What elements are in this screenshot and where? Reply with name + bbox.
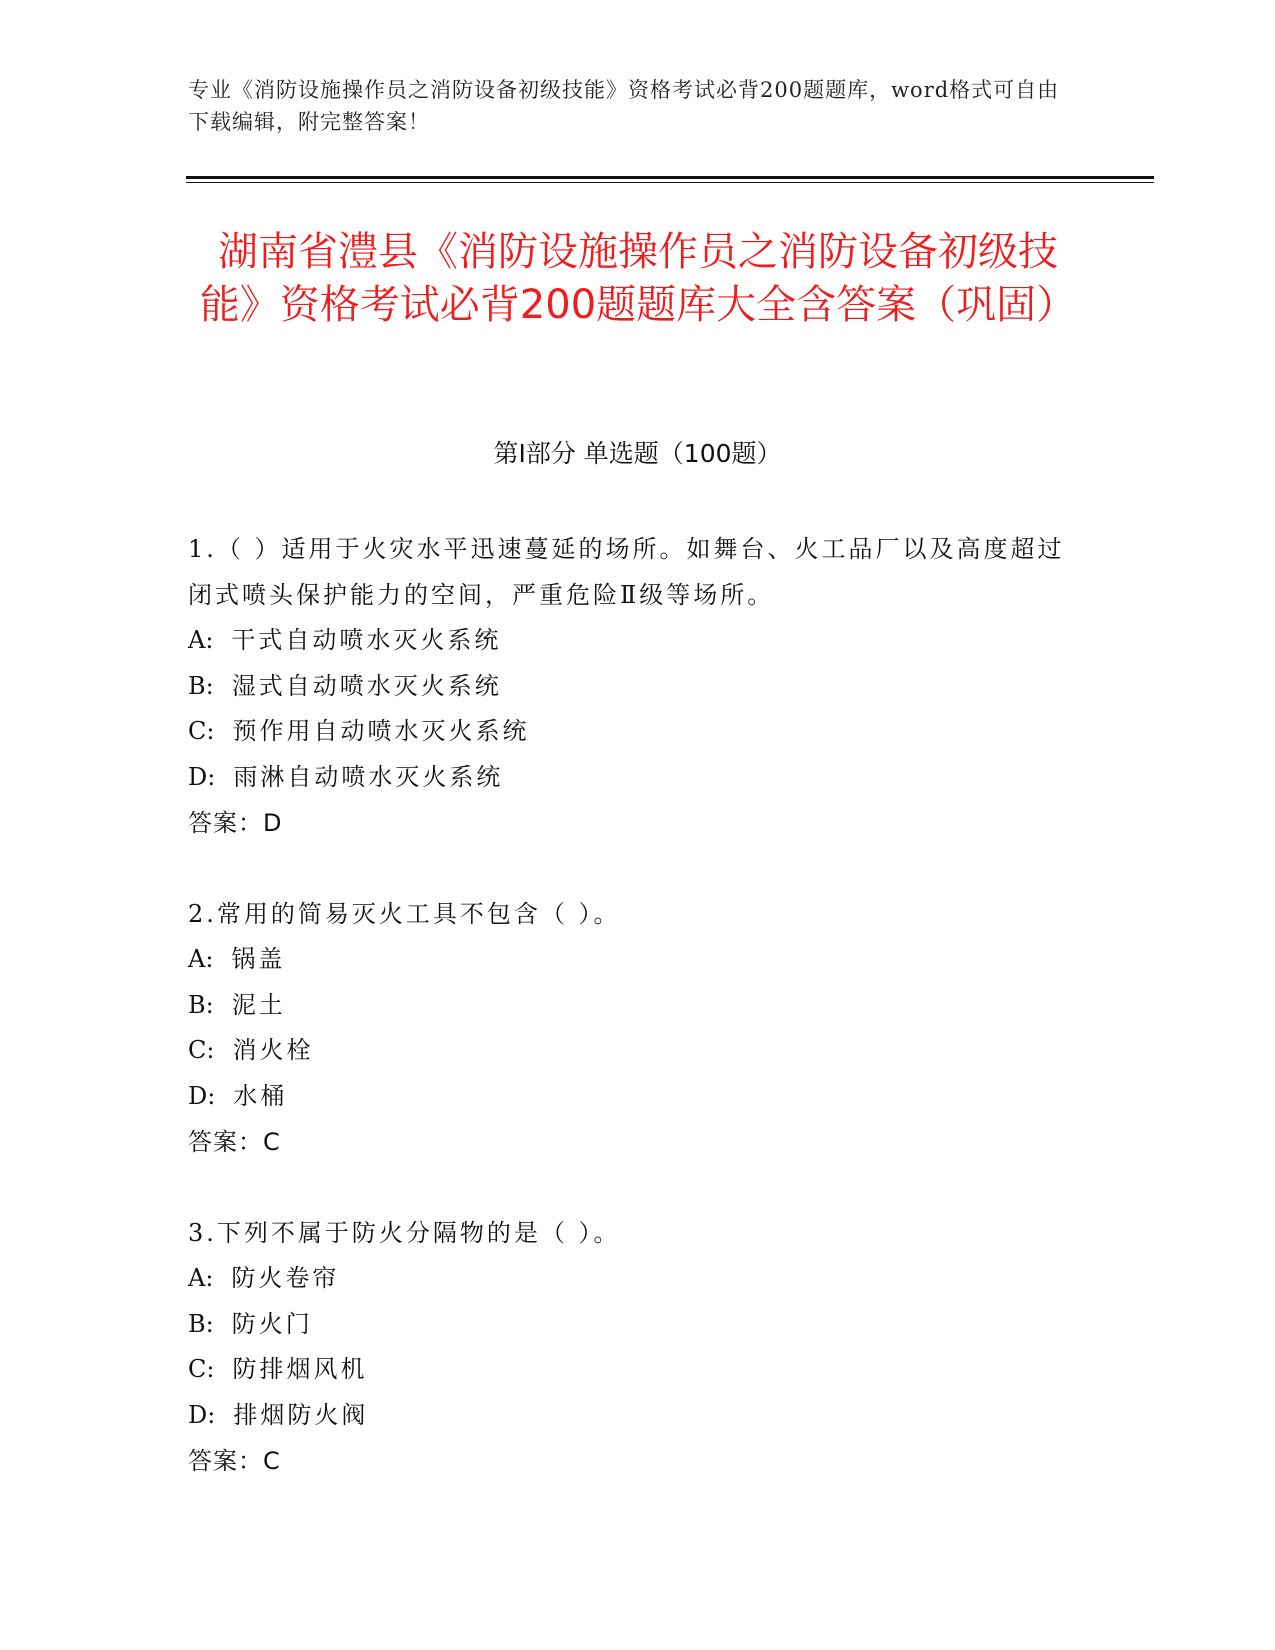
option-text: 防火卷帘 bbox=[231, 1264, 340, 1292]
option-letter: B: bbox=[188, 1309, 214, 1338]
question-stem: 3.下列不属于防火分隔物的是（ ）。 bbox=[188, 1219, 621, 1247]
option-text: 消火栓 bbox=[232, 1036, 314, 1064]
option-c bbox=[188, 1028, 1068, 1074]
option-letter: D: bbox=[188, 1400, 216, 1429]
option-letter: D: bbox=[188, 762, 216, 791]
answer-line: 答案：C bbox=[188, 1128, 281, 1156]
document-title: 湖南省澧县《消防设施操作员之消防设备初级技能》资格考试必背200题题库大全含答案（巩固） bbox=[199, 229, 1077, 328]
option-a bbox=[188, 1256, 1068, 1302]
header-note: 专业《消防设施操作员之消防设备初级技能》资格考试必背200题题库，word格式可自由下载编辑，附完整答案！ bbox=[188, 78, 1060, 134]
option-text: 排烟防火阀 bbox=[233, 1400, 369, 1429]
option-text: 雨淋自动喷水灭火系统 bbox=[233, 762, 504, 791]
option-text: 防火门 bbox=[231, 1309, 313, 1338]
option-letter: B: bbox=[188, 990, 214, 1019]
header-divider-thick bbox=[186, 176, 1154, 179]
option-text: 防排烟风机 bbox=[232, 1355, 368, 1383]
option-text: 锅盖 bbox=[231, 945, 286, 973]
question-list bbox=[188, 526, 1068, 1529]
option-letter: B: bbox=[188, 671, 214, 700]
answer-line: 答案：D bbox=[188, 809, 283, 837]
section-heading: 第Ⅰ部分 单选题（100题） bbox=[493, 439, 782, 468]
option-text: 泥土 bbox=[231, 990, 286, 1019]
option-text: 水桶 bbox=[233, 1081, 288, 1110]
question-1 bbox=[188, 526, 1068, 846]
option-c bbox=[188, 1347, 1068, 1393]
option-b bbox=[188, 664, 1068, 710]
header-divider-thin bbox=[186, 182, 1154, 183]
option-letter: A: bbox=[188, 1264, 214, 1292]
question-stem: 1.（ ）适用于火灾水平迅速蔓延的场所。如舞台、火工品厂以及高度超过闭式喷头保护能力的空间，严重危险Ⅱ级等场所。 bbox=[188, 535, 1065, 609]
option-d bbox=[188, 1074, 1068, 1120]
option-a bbox=[188, 618, 1068, 664]
option-b bbox=[188, 1302, 1068, 1348]
question-3 bbox=[188, 1210, 1068, 1484]
option-text: 湿式自动喷水灭火系统 bbox=[231, 671, 502, 700]
option-c bbox=[188, 709, 1068, 755]
option-d bbox=[188, 755, 1068, 801]
option-a bbox=[188, 937, 1068, 983]
option-text: 干式自动喷水灭火系统 bbox=[231, 626, 502, 654]
answer-line: 答案：C bbox=[188, 1447, 281, 1475]
option-letter: D: bbox=[188, 1081, 216, 1110]
option-text: 预作用自动喷水灭火系统 bbox=[232, 717, 530, 745]
option-letter: C: bbox=[188, 717, 215, 745]
option-d bbox=[188, 1393, 1068, 1439]
option-letter: C: bbox=[188, 1036, 215, 1064]
option-letter: C: bbox=[188, 1355, 215, 1383]
question-2 bbox=[188, 891, 1068, 1165]
option-letter: A: bbox=[188, 626, 214, 654]
option-b bbox=[188, 983, 1068, 1029]
option-letter: A: bbox=[188, 945, 214, 973]
question-stem: 2.常用的简易灭火工具不包含（ ）。 bbox=[188, 900, 621, 928]
